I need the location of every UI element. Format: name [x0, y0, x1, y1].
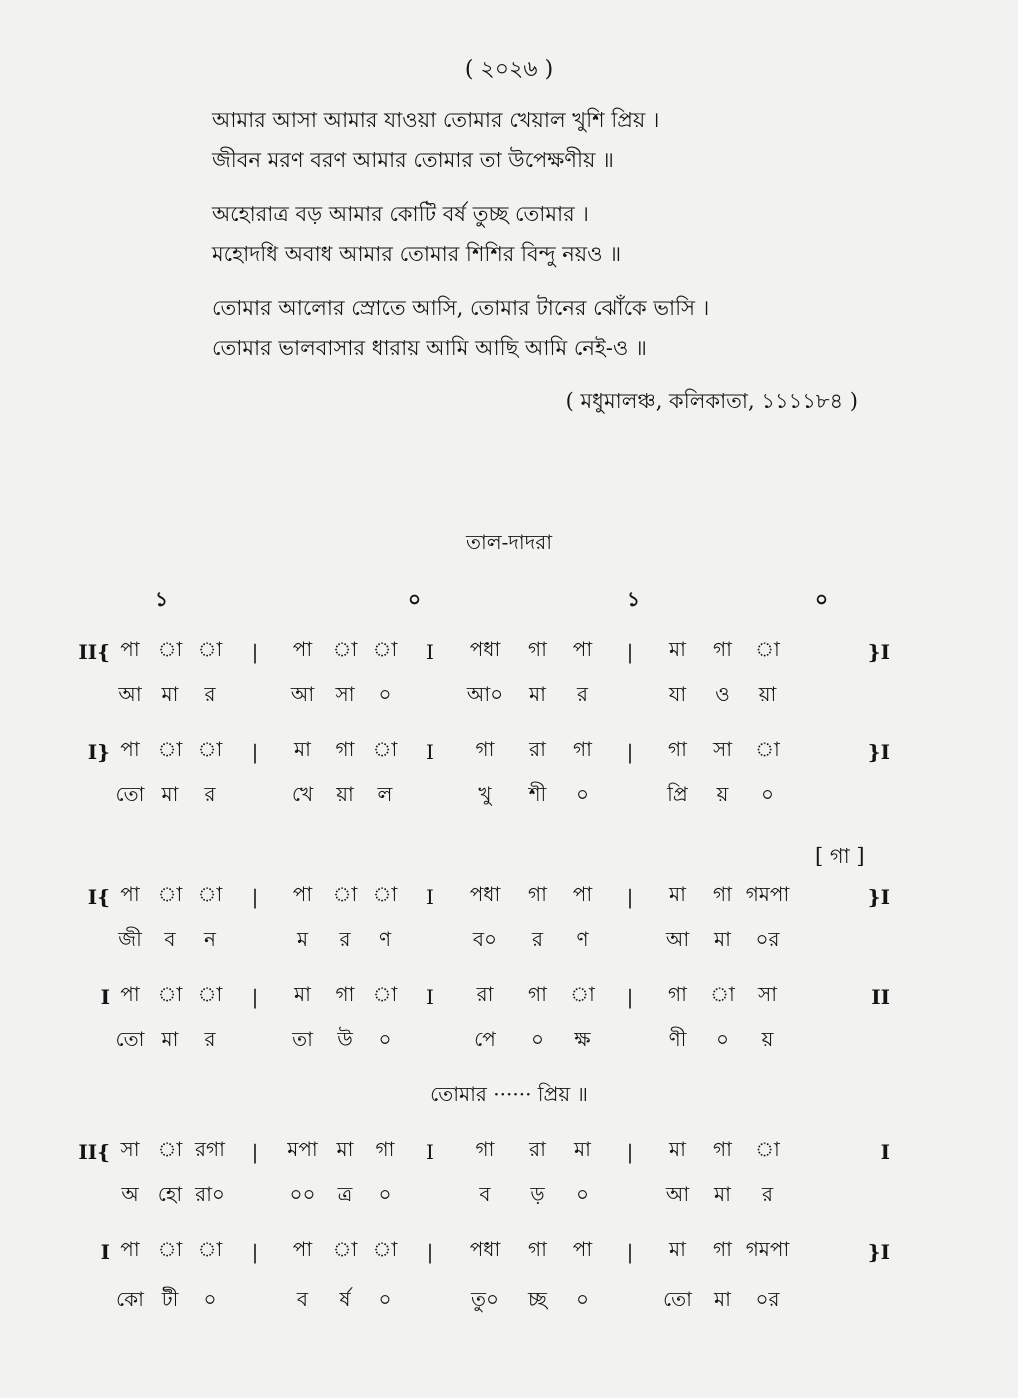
swar-cell: I	[426, 639, 434, 664]
swar-cell: মা	[574, 1137, 591, 1161]
lyric-cell: ০	[378, 1287, 392, 1311]
swar-cell: া	[332, 1237, 358, 1261]
swar-cell: গা	[528, 1237, 547, 1261]
lyric-cell: ন	[204, 927, 216, 951]
source-citation: ( মধুমালঞ্চ, কলিকাতা, ১১১১৮৪ )	[565, 389, 858, 413]
swar-cell: রা	[476, 982, 494, 1006]
lyric-cell: অ	[121, 1182, 139, 1206]
lyric-cell: ব	[296, 1287, 309, 1311]
swar-cell: |	[626, 1239, 634, 1264]
lyric-cell: আ	[290, 682, 315, 706]
swar-cell: পা	[292, 882, 313, 906]
swar-cell: পধা	[469, 882, 501, 906]
swar-cell: গা	[668, 982, 687, 1006]
lyric-cell: ০	[203, 1287, 217, 1311]
notation-annotation: [ গা ]	[815, 844, 865, 868]
lyric-cell: র	[531, 927, 543, 951]
swar-cell: া	[570, 982, 595, 1006]
swar-cell: |	[626, 1139, 634, 1164]
stanza	[212, 288, 709, 368]
swar-cell: পা	[572, 1237, 593, 1261]
lyric-cell: য়া	[336, 782, 354, 806]
lyric-cell: ০	[760, 782, 774, 806]
beat-mark: ০	[815, 587, 829, 611]
lyric-cell: র	[204, 782, 216, 806]
swar-cell: মপা	[287, 1137, 318, 1161]
lyric-cell: র	[339, 927, 351, 951]
lyric-cell: চ্ছ	[528, 1287, 547, 1311]
lyric-row	[30, 680, 990, 713]
swar-cell: |	[251, 984, 259, 1009]
lyric-cell: ব	[164, 927, 176, 951]
swar-cell: |	[251, 1239, 259, 1264]
poem-line: মহোদধি অবাধ আমার তোমার শিশির বিন্দু নয়ও ॥	[212, 242, 622, 266]
lyric-cell: খু	[478, 782, 492, 806]
lyric-cell: ল	[377, 782, 393, 806]
swar-cell: া	[755, 637, 780, 661]
swar-cell: গা	[475, 1137, 495, 1161]
lyric-cell: উ	[337, 1027, 353, 1051]
swar-cell: গা	[528, 982, 547, 1006]
bar-marker: }I	[867, 639, 890, 664]
swar-cell: া	[157, 1237, 183, 1261]
swar-cell: পধা	[469, 1237, 501, 1261]
lyric-cell: র	[204, 682, 216, 706]
swar-cell: গা	[713, 637, 732, 661]
notation-row	[30, 735, 990, 768]
swar-cell: রা	[529, 737, 546, 761]
poem-line: তোমার আলোর স্রোতে আসি, তোমার টানের ঝোঁকে ভাসি ।	[212, 296, 710, 320]
swar-cell: গা	[668, 737, 687, 761]
swar-cell: I	[426, 884, 434, 909]
poem-line: জীবন মরণ বরণ আমার তোমার তা উপেক্ষণীয় ॥	[212, 148, 614, 172]
swar-cell: গমপা	[745, 1237, 790, 1261]
swar-cell: |	[251, 639, 259, 664]
lyric-cell: আ	[665, 1182, 690, 1206]
lyric-cell: কো	[116, 1287, 144, 1311]
swar-cell: া	[372, 982, 398, 1006]
swar-cell: া	[372, 637, 398, 661]
lyric-cell: আ	[118, 682, 142, 706]
swar-cell: া	[372, 737, 398, 761]
lyric-cell: মা	[161, 1027, 179, 1051]
swar-cell: া	[197, 637, 223, 661]
lyric-cell: র	[576, 682, 588, 706]
swar-cell: গা	[713, 1237, 732, 1261]
swar-cell: মা	[294, 737, 311, 761]
stanza	[212, 194, 709, 274]
bar-marker: II{	[78, 639, 110, 664]
lyric-cell: মা	[714, 927, 731, 951]
beat-mark: ০	[408, 587, 422, 611]
swar-cell: সা	[757, 982, 777, 1006]
swar-cell: পা	[572, 637, 593, 661]
lyric-cell: ণ	[576, 927, 589, 951]
lyric-cell: ব	[479, 1182, 491, 1206]
swar-cell: মা	[669, 882, 686, 906]
lyric-cell: মা	[161, 782, 179, 806]
poem-line: তোমার ভালবাসার ধারায় আমি আছি আমি নেই-ও ॥	[212, 336, 647, 360]
poem-line: আমার আসা আমার যাওয়া তোমার খেয়াল খুশি প্রিয় ।	[212, 108, 660, 132]
lyric-cell: ০০	[289, 1182, 316, 1206]
swar-cell: া	[157, 637, 183, 661]
lyric-cell: ০	[378, 1182, 392, 1206]
swar-cell: া	[372, 882, 398, 906]
swar-cell: রগা	[195, 1137, 225, 1161]
swar-cell: গা	[713, 1137, 732, 1161]
swar-cell: I	[426, 1139, 434, 1164]
swar-cell: পা	[120, 882, 140, 906]
swar-cell: গা	[573, 737, 592, 761]
swar-cell: া	[332, 882, 358, 906]
lyric-cell: মা	[714, 1287, 731, 1311]
lyric-row	[30, 780, 990, 813]
lyric-cell: ণ	[378, 927, 392, 951]
lyric-cell: সা	[335, 682, 355, 706]
lyric-cell: ০	[378, 682, 392, 706]
swar-cell: া	[157, 737, 183, 761]
lyric-cell: তা	[292, 1027, 313, 1051]
swar-cell: গা	[475, 737, 495, 761]
lyric-cell: ০	[530, 1027, 544, 1051]
swar-cell: া	[197, 882, 223, 906]
swar-cell: া	[755, 1137, 780, 1161]
swar-cell: া	[197, 1237, 223, 1261]
swar-cell: |	[626, 739, 634, 764]
swar-cell: |	[251, 739, 259, 764]
swar-cell: পধা	[469, 637, 501, 661]
lyric-cell: তু০	[470, 1287, 499, 1311]
lyric-cell: আ০	[466, 682, 504, 706]
lyric-cell: য়	[716, 782, 729, 806]
lyric-row	[30, 1180, 990, 1213]
lyric-cell: য়া	[758, 682, 777, 706]
lyric-row	[30, 1025, 990, 1058]
swar-cell: |	[626, 984, 634, 1009]
swar-cell: গা	[528, 882, 547, 906]
lyric-cell: য়	[761, 1027, 774, 1051]
swar-cell: I	[426, 984, 434, 1009]
bar-marker: I}	[87, 739, 110, 764]
swar-cell: গমপা	[745, 882, 790, 906]
swar-cell: া	[372, 1237, 398, 1261]
swar-cell: পা	[120, 737, 140, 761]
lyric-cell: তো	[115, 1027, 145, 1051]
swar-cell: |	[251, 1139, 259, 1164]
swar-cell: গা	[375, 1137, 395, 1161]
lyric-cell: ম	[296, 927, 309, 951]
swar-cell: সা	[120, 1137, 140, 1161]
refrain-text: তোমার ······ প্রিয় ॥	[430, 1082, 588, 1106]
lyric-cell: ০	[575, 1287, 589, 1311]
bar-marker: II{	[78, 1139, 110, 1164]
notation-row	[30, 635, 990, 668]
swar-cell: া	[157, 982, 183, 1006]
swar-cell: া	[755, 737, 780, 761]
lyric-cell: র	[204, 1027, 216, 1051]
swar-cell: রা	[529, 1137, 546, 1161]
bar-marker: I{	[87, 884, 110, 909]
swar-cell: মা	[669, 1237, 686, 1261]
lyric-cell: রা০	[195, 1182, 225, 1206]
lyric-cell: খে	[291, 782, 314, 806]
bar-marker: }I	[867, 884, 890, 909]
swar-cell: |	[626, 884, 634, 909]
swar-cell: মা	[294, 982, 311, 1006]
poem-text	[212, 100, 709, 382]
swar-cell: া	[332, 637, 358, 661]
lyric-cell: ড়	[530, 1182, 545, 1206]
lyric-row	[30, 925, 990, 958]
bar-marker: II	[871, 984, 890, 1009]
lyric-cell: ০	[378, 1027, 392, 1051]
lyric-cell: ত্র	[337, 1182, 353, 1206]
lyric-cell: ০	[715, 1027, 729, 1051]
song-number: ( ২০২৬ )	[464, 57, 554, 82]
lyric-cell: জী	[118, 927, 142, 951]
lyric-cell: আ	[665, 927, 690, 951]
bar-marker: I	[100, 984, 110, 1009]
lyric-row	[30, 1285, 990, 1318]
notation-row	[30, 880, 990, 913]
lyric-cell: ০র	[755, 927, 780, 951]
swar-cell: পা	[120, 982, 140, 1006]
lyric-cell: ০	[575, 782, 589, 806]
swar-cell: মা	[336, 1137, 354, 1161]
swar-cell: পা	[120, 1237, 140, 1261]
notation-row	[30, 980, 990, 1013]
lyric-cell: মা	[529, 682, 546, 706]
swar-cell: গা	[528, 637, 547, 661]
swar-cell: মা	[669, 1137, 686, 1161]
lyric-cell: র	[761, 1182, 773, 1206]
stanza	[212, 100, 709, 180]
lyric-cell: ০	[575, 1182, 589, 1206]
swar-cell: পা	[292, 1237, 313, 1261]
lyric-cell: ০র	[755, 1287, 780, 1311]
swar-cell: া	[197, 982, 223, 1006]
bar-marker: I	[880, 1139, 890, 1164]
swar-cell: সা	[712, 737, 732, 761]
beat-mark: ১	[155, 587, 168, 611]
notation-row	[30, 1135, 990, 1168]
swar-cell: গা	[335, 982, 355, 1006]
lyric-cell: ব০	[472, 927, 498, 951]
swar-cell: া	[710, 982, 735, 1006]
lyric-cell: প্রি	[667, 782, 688, 806]
lyric-cell: হো	[157, 1182, 183, 1206]
beat-mark: ১	[627, 587, 640, 611]
swar-cell: I	[426, 739, 434, 764]
lyric-cell: পে	[474, 1027, 496, 1051]
swar-cell: |	[251, 884, 259, 909]
swar-cell: পা	[572, 882, 593, 906]
lyric-cell: শী	[528, 782, 547, 806]
bar-marker: }I	[867, 739, 890, 764]
lyric-cell: তো	[663, 1287, 692, 1311]
lyric-cell: ক্ষ	[574, 1027, 591, 1051]
notation-row	[30, 1235, 990, 1268]
swar-cell: া	[157, 882, 183, 906]
taal-title: তাল-দাদরা	[465, 530, 553, 554]
lyric-cell: যা	[668, 682, 687, 706]
swar-cell: া	[197, 737, 223, 761]
lyric-cell: র্ষ	[339, 1287, 351, 1311]
lyric-cell: টী	[161, 1287, 179, 1311]
lyric-cell: ণী	[668, 1027, 687, 1051]
poem-line: অহোরাত্র বড় আমার কোটি বর্ষ তুচ্ছ তোমার ।	[212, 202, 589, 226]
swar-cell: |	[626, 639, 634, 664]
lyric-cell: মা	[714, 1182, 731, 1206]
swar-cell: মা	[669, 637, 686, 661]
swar-cell: পা	[120, 637, 140, 661]
swar-cell: া	[157, 1137, 183, 1161]
bar-marker: }I	[867, 1239, 890, 1264]
lyric-cell: তো	[115, 782, 145, 806]
bar-marker: I	[100, 1239, 110, 1264]
swar-cell: গা	[713, 882, 732, 906]
lyric-cell: মা	[161, 682, 179, 706]
swar-cell: |	[426, 1239, 434, 1264]
lyric-cell: ও	[715, 682, 730, 706]
swar-cell: পা	[292, 637, 313, 661]
swar-cell: গা	[335, 737, 355, 761]
